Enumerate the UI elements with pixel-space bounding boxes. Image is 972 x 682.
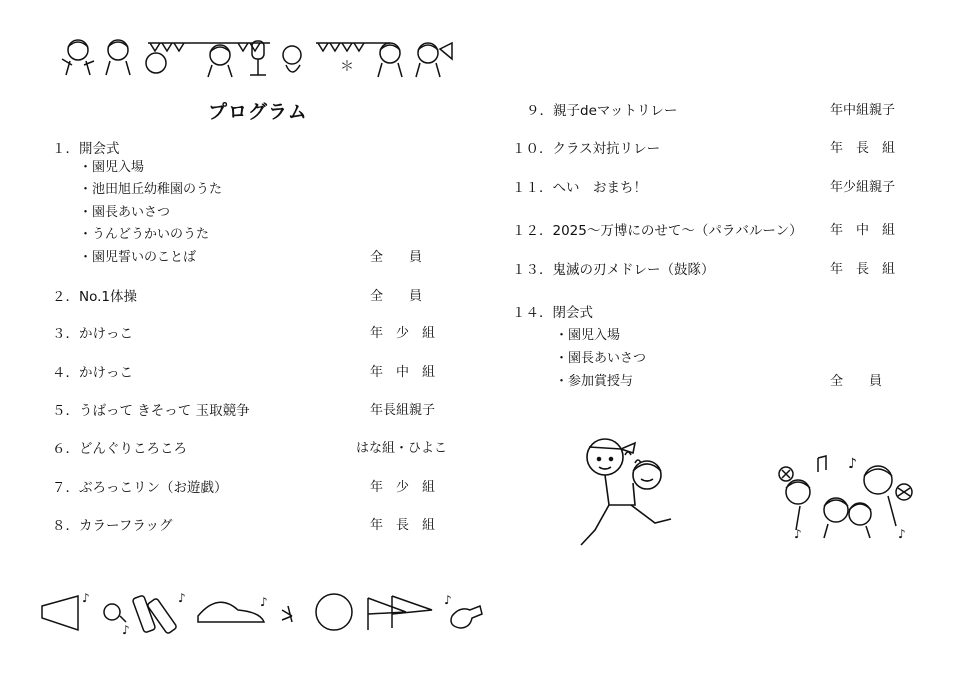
- program-item-6: ６．どんぐりころころ: [52, 441, 187, 457]
- opening-who: 全 員: [370, 250, 423, 265]
- program-item-8-who: 年 長 組: [370, 518, 436, 533]
- program-item-1: １．開会式: [52, 141, 120, 157]
- top-banner-illustration: [60, 35, 460, 85]
- page-title: プログラム: [208, 101, 308, 123]
- svg-text:♪: ♪: [82, 591, 90, 605]
- program-item-4-who: 年 中 組: [370, 365, 436, 380]
- program-item-11: １１．へい おまち！: [512, 180, 647, 196]
- program-item-12-who: 年 中 組: [830, 223, 896, 238]
- svg-text:♪: ♪: [444, 593, 452, 607]
- program-item-5-who: 年長組親子: [370, 403, 436, 418]
- program-item-9-who: 年中組親子: [830, 103, 896, 118]
- svg-text:♪: ♪: [898, 527, 906, 541]
- program-item-8: ８．カラーフラッグ: [52, 518, 173, 534]
- svg-text:♪: ♪: [794, 527, 802, 541]
- opening-sub-4: ・うんどうかいのうた: [79, 227, 210, 242]
- svg-text:♪: ♪: [122, 623, 130, 637]
- program-item-4: ４．かけっこ: [52, 365, 133, 381]
- program-item-3-who: 年 少 組: [370, 326, 436, 341]
- program-item-5: ５．うばって きそって 玉取競争: [52, 403, 250, 419]
- closing-sub-1: ・園児入場: [555, 328, 621, 343]
- closing-who: 全 員: [830, 374, 883, 389]
- program-item-10: １０．クラス対抗リレー: [512, 141, 661, 157]
- svg-text:♪: ♪: [260, 595, 268, 609]
- program-item-2: ２．No.1体操: [52, 289, 138, 305]
- opening-sub-5: ・園児誓いのことば: [79, 250, 197, 265]
- svg-text:＊: ＊: [340, 59, 354, 75]
- closing-sub-3: ・参加賞授与: [555, 374, 634, 389]
- opening-sub-1: ・園児入場: [79, 160, 145, 175]
- program-item-11-who: 年少組親子: [830, 180, 896, 195]
- svg-text:♪: ♪: [848, 456, 857, 472]
- cheer-illustration: [778, 452, 918, 542]
- svg-text:♪: ♪: [178, 591, 186, 605]
- program-item-2-who: 全 員: [370, 289, 423, 304]
- opening-sub-3: ・園長あいさつ: [79, 205, 171, 220]
- program-item-6-who: はな組・ひよこ: [356, 441, 448, 456]
- bottom-banner-illustration: [38, 588, 488, 638]
- opening-sub-2: ・池田旭丘幼稚園のうた: [79, 182, 223, 197]
- program-item-7-who: 年 少 組: [370, 480, 436, 495]
- program-item-10-who: 年 長 組: [830, 141, 896, 156]
- program-item-14: １４．閉会式: [512, 305, 593, 321]
- runner-illustration: [575, 435, 685, 550]
- closing-sub-2: ・園長あいさつ: [555, 351, 647, 366]
- program-item-7: ７．ぶろっこリン（お遊戯）: [52, 480, 228, 496]
- program-item-13: １３．鬼滅の刃メドレー（鼓隊）: [512, 262, 715, 278]
- program-item-3: ３．かけっこ: [52, 326, 133, 342]
- program-item-9: ９．親子deマットリレー: [526, 103, 678, 119]
- program-item-13-who: 年 長 組: [830, 262, 896, 277]
- program-item-12: １２．2025～万博にのせて～（パラバルーン）: [512, 223, 803, 239]
